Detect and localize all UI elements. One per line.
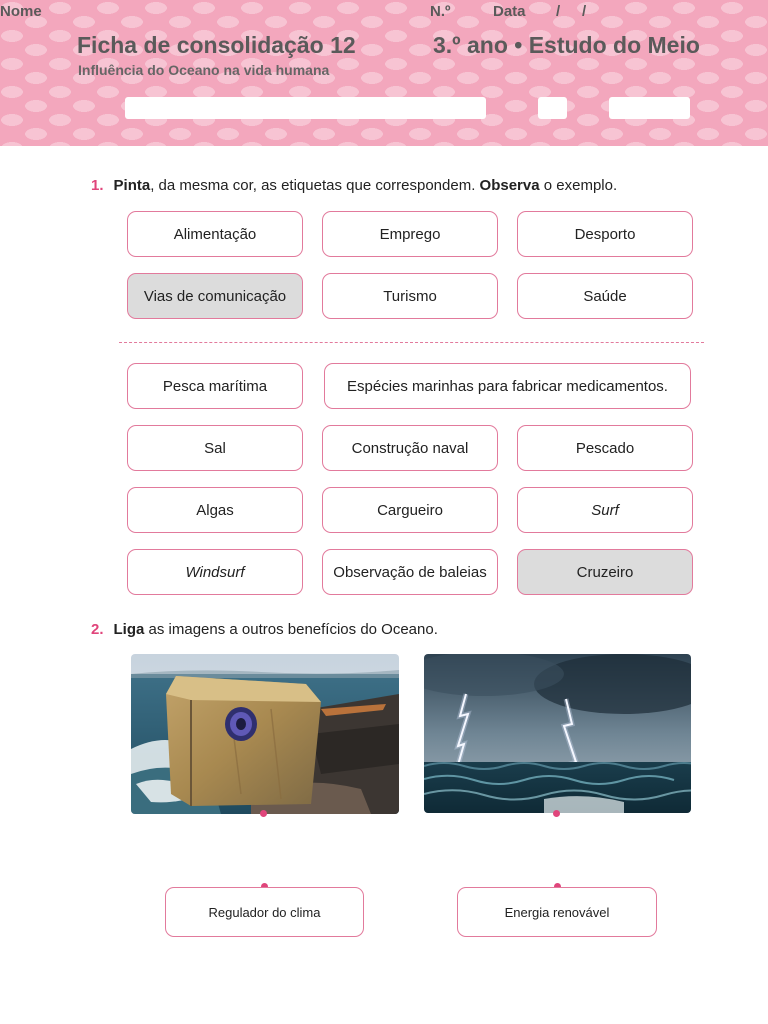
category-label-desporto[interactable] <box>517 211 693 257</box>
category-text: Turismo <box>383 287 437 305</box>
date-label: Data <box>493 3 526 20</box>
item-text: Cargueiro <box>377 501 443 519</box>
item-text: Pescado <box>575 439 635 457</box>
item-text: Windsurf <box>185 563 245 581</box>
category-text: Emprego <box>379 225 441 243</box>
category-label-emprego[interactable] <box>322 211 498 257</box>
item-text: Algas <box>196 501 234 519</box>
worksheet-subtitle: Influência do Oceano na vida humana <box>78 62 330 78</box>
worksheet-title: Ficha de consolidação 12 <box>77 32 356 58</box>
item-label-construcao-naval[interactable] <box>322 425 498 471</box>
question-number: 1. <box>91 177 104 194</box>
answer-energia-renovavel[interactable] <box>457 887 657 937</box>
dashed-divider <box>119 342 704 343</box>
item-label-cargueiro[interactable] <box>322 487 498 533</box>
category-label-alimentacao[interactable] <box>127 211 303 257</box>
item-text: Observação de baleias <box>333 563 487 581</box>
category-text: Vias de comunicação <box>143 287 287 305</box>
category-text: Saúde <box>583 287 627 305</box>
wave-power-plant-photo[interactable] <box>131 654 399 814</box>
question-text: as imagens a outros benefícios do Oceano. <box>144 621 438 638</box>
answer-text: Energia renovável <box>504 904 610 920</box>
category-label-saude[interactable] <box>517 273 693 319</box>
question-text: , da mesma cor, as etiquetas que correspondem. <box>150 177 480 194</box>
storm-over-sea-photo[interactable] <box>424 654 691 813</box>
item-label-windsurf[interactable] <box>127 549 303 595</box>
item-text: Cruzeiro <box>576 563 634 581</box>
date-field[interactable] <box>609 97 690 119</box>
category-text: Desporto <box>574 225 636 243</box>
item-label-algas[interactable] <box>127 487 303 533</box>
question-1-prompt <box>91 177 617 194</box>
worksheet-header <box>0 0 768 146</box>
item-label-pescado[interactable] <box>517 425 693 471</box>
category-text: Alimentação <box>173 225 257 243</box>
item-text: Construção naval <box>351 439 469 457</box>
item-text: Espécies marinhas para fabricar medicamentos. <box>347 377 668 395</box>
answer-regulador-do-clima[interactable] <box>165 887 364 937</box>
item-label-observacao-de-baleias[interactable] <box>322 549 498 595</box>
grade-subject: 3.º ano • Estudo do Meio <box>433 32 700 58</box>
name-label: Nome <box>0 3 42 20</box>
number-label: N.º <box>430 3 451 20</box>
question-verb: Liga <box>113 621 145 638</box>
item-label-pesca-maritima[interactable] <box>127 363 303 409</box>
question-text: o exemplo. <box>539 177 618 194</box>
item-label-especies-marinhas[interactable] <box>324 363 691 409</box>
item-label-surf[interactable] <box>517 487 693 533</box>
item-text: Sal <box>204 439 226 457</box>
answer-text: Regulador do clima <box>208 904 321 920</box>
item-label-cruzeiro[interactable] <box>517 549 693 595</box>
question-verb: Observa <box>479 177 540 194</box>
date-separator: / <box>556 3 561 20</box>
name-field[interactable] <box>125 97 486 119</box>
question-number: 2. <box>91 621 104 638</box>
category-label-turismo[interactable] <box>322 273 498 319</box>
date-separator: / <box>582 3 587 20</box>
item-text: Surf <box>591 501 619 519</box>
connector-dot[interactable] <box>553 810 560 817</box>
category-label-vias-de-comunicacao[interactable] <box>127 273 303 319</box>
question-2-prompt <box>91 621 438 638</box>
number-field[interactable] <box>538 97 567 119</box>
question-verb: Pinta <box>113 177 151 194</box>
item-text: Pesca marítima <box>162 377 268 395</box>
connector-dot[interactable] <box>260 810 267 817</box>
item-label-sal[interactable] <box>127 425 303 471</box>
